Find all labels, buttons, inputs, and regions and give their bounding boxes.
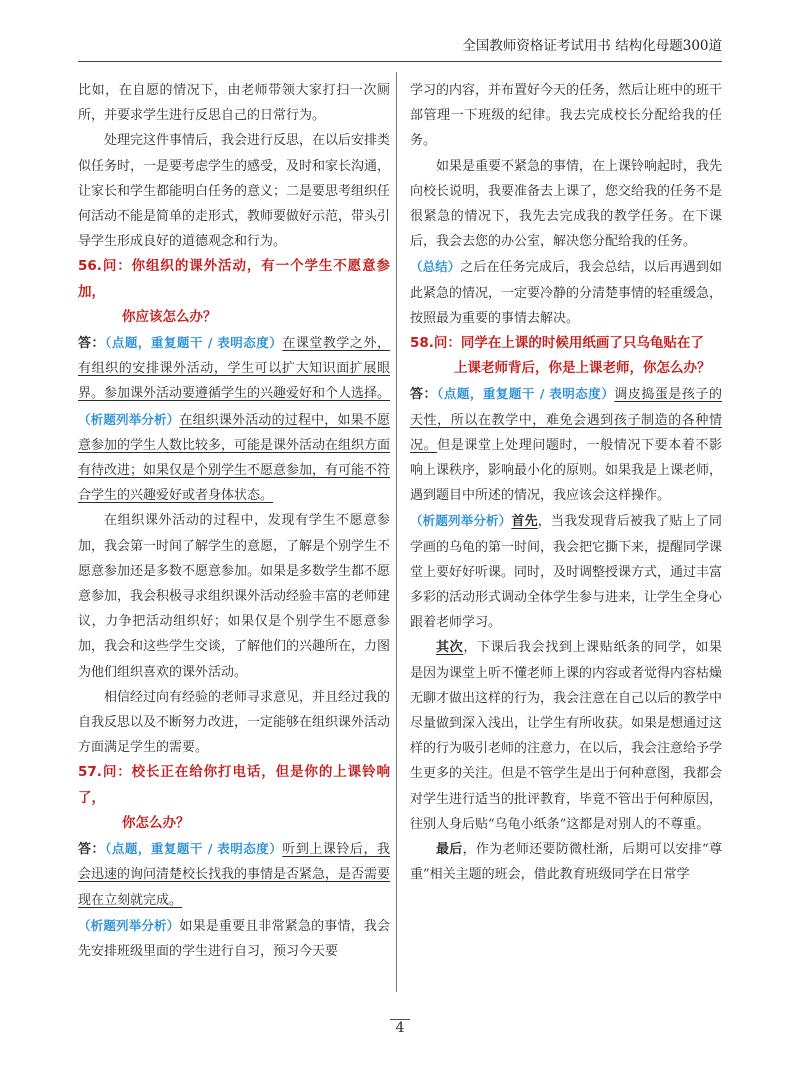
question-58 bbox=[410, 331, 722, 381]
paragraph: 处理完这件事情后，我会进行反思，在以后安排类似任务时，一是要考虑学生的感受，及时和家长沟通，让家长和学生都能明白任务的意义；二是要思考组织任何活动不能是简单的走形式，教师要做好示范，带头引导学生形成良好的道德观念和行为。 bbox=[78, 133, 391, 250]
paragraph-text: ，下课后我会找到上课贴纸条的同学，如果是因为课堂上听不懂老师上课的内容或者觉得内容枯燥无聊才做出这样的行为，我会注意在自己以后的教学中尽量做到深入浅出，让学生有所收获。如果是想通过这样的行为吸引老师的注意力，在以后，我会注意给予学生更多的关注。但是不管学生是出于何种意图，我都会对学生进行适当的批评教育，毕竟不管出于何种原因，往别人身后贴“乌龟小纸条”这都是对别人的不尊重。 bbox=[410, 640, 723, 832]
page-footer bbox=[0, 1020, 800, 1036]
answer-text-rest: 但是课堂上处理问题时，一般情况下要本着不影响上课秩序，影响最小化的原则。如果我是上课老师，遇到题目中所述的情况，我应该会这样操作。 bbox=[410, 437, 723, 504]
question-text: 你应该怎么办？ bbox=[122, 308, 217, 325]
paragraph: 相信经过向有经验的老师寻求意见，并且经过我的自我反思以及不断努力改进，一定能够在组织课外活动方面满足学生的需要。 bbox=[78, 689, 391, 756]
answer-prefix: 答： bbox=[78, 336, 106, 352]
summary-57 bbox=[410, 254, 722, 331]
answer-text: 在课堂教学之外，有组织的安排课外活动，学生可以扩大知识面扩展眼界。参加课外活动要遵循学生的兴趣爱好和个人选择。 bbox=[78, 336, 391, 402]
page-number: 4 bbox=[390, 1019, 411, 1036]
first-label: 首先 bbox=[511, 514, 538, 530]
tag-point: （点题，重复题干 / 表明态度） bbox=[437, 386, 615, 402]
question-text: 57.问：校长正在给你打电话，但是你的上课铃响了， bbox=[78, 764, 390, 806]
analysis-text: ，当我发现背后被我了贴上了同学画的乌龟的第一时间，我会把它撕下来，提醒同学课堂上要好好听课。同时，及时调整授课方式，通过丰富多彩的活动形式调动全体学生参与进来，让学生全身心跟着老师学习。 bbox=[410, 514, 723, 631]
left-column bbox=[78, 78, 390, 964]
paragraph: 学习的内容，并布置好今天的任务，然后让班中的班干部管理一下班级的纪律。我去完成校长分配给我的任务。 bbox=[410, 83, 723, 149]
right-column bbox=[410, 78, 722, 888]
question-text: 上课老师背后，你是上课老师，你怎么办？ bbox=[454, 360, 711, 377]
tag-analysis: （析题列举分析） bbox=[78, 917, 180, 933]
paragraph bbox=[410, 635, 722, 837]
analysis-text: 如果是重要且非常紧急的事情，我会先安排班级里面的学生进行自习，预习今天要 bbox=[78, 918, 390, 959]
paragraph-text: ，作为老师还要防微杜渐，后期可以安排“尊重”相关主题的班会，借此教育班级同学在日常学 bbox=[410, 842, 722, 883]
question-text: 58.问：同学在上课的时候用纸画了只乌龟贴在了 bbox=[410, 335, 704, 352]
paragraph: 如果是重要不紧急的事情，在上课铃响起时，我先向校长说明，我要准备去上课了，您交给我的任务不是很紧急的情况下，我先去完成我的教学任务。在下课后，我会去您的办公室，解决您分配给我的任务。 bbox=[410, 158, 723, 250]
answer-text: 听到上课铃后，我会迅速的询问清楚校长找我的事情是否紧急，是否需要现在立刻就完成。 bbox=[78, 842, 391, 908]
paragraph: 比如，在自愿的情况下，由老师带领大家打扫一次厕所，并要求学生进行反思自己的日常行为。 bbox=[78, 83, 390, 124]
tag-point: （点题，重复题干 / 表明态度） bbox=[105, 335, 283, 351]
answer-58 bbox=[410, 381, 722, 508]
last-label: 最后 bbox=[436, 842, 463, 858]
analysis-57 bbox=[78, 913, 390, 964]
analysis-58 bbox=[410, 508, 722, 635]
answer-56 bbox=[78, 330, 390, 407]
page-header bbox=[78, 33, 722, 62]
question-text: 你怎么办？ bbox=[122, 814, 190, 831]
tag-analysis: （析题列举分析） bbox=[78, 411, 180, 427]
header-title: 全国教师资格证考试用书 结构化母题300道 bbox=[462, 38, 722, 54]
second-label: 其次 bbox=[436, 640, 464, 656]
paragraph bbox=[410, 837, 722, 887]
answer-57 bbox=[78, 836, 390, 913]
question-56 bbox=[78, 254, 390, 330]
tag-point: （点题，重复题干 / 表明态度） bbox=[105, 841, 283, 857]
paragraph: 在组织课外活动的过程中，发现有学生不愿意参加，我会第一时间了解学生的意愿，了解是个别学生不愿意参加还是多数不愿意参加。如果是多数学生都不愿意参加，我会积极寻求组织课外活动经验丰富的老师建议，力争把活动组织好；如果仅是个别学生不愿意参加，我会和这些学生交谈，了解他们的兴趣所在，力图为他们组织喜欢的课外活动。 bbox=[78, 513, 391, 680]
tag-summary: （总结） bbox=[410, 259, 461, 275]
analysis-text: 在组织课外活动的过程中，如果不愿意参加的学生人数比较多，可能是课外活动在组织方面有待改进；如果仅是个别学生不愿意参加，有可能不符合学生的兴趣爱好或者身体状态。 bbox=[78, 412, 391, 504]
analysis-56 bbox=[78, 407, 390, 509]
question-57 bbox=[78, 760, 390, 836]
question-text: 56.问：你组织的课外活动，有一个学生不愿意参加， bbox=[78, 258, 390, 300]
answer-prefix: 答： bbox=[410, 387, 438, 403]
tag-analysis: （析题列举分析） bbox=[410, 513, 512, 529]
answer-text: 调皮捣蛋是孩子的天性，所以在教学中，难免会遇到孩子制造的各种情况。 bbox=[410, 387, 722, 453]
answer-prefix: 答： bbox=[78, 842, 106, 858]
summary-text: 之后在任务完成后，我会总结，以后再遇到如此紧急的情况，一定要冷静的分清楚事情的轻重缓急，按照最为重要的事情去解决。 bbox=[410, 260, 723, 326]
column-divider bbox=[396, 72, 397, 992]
